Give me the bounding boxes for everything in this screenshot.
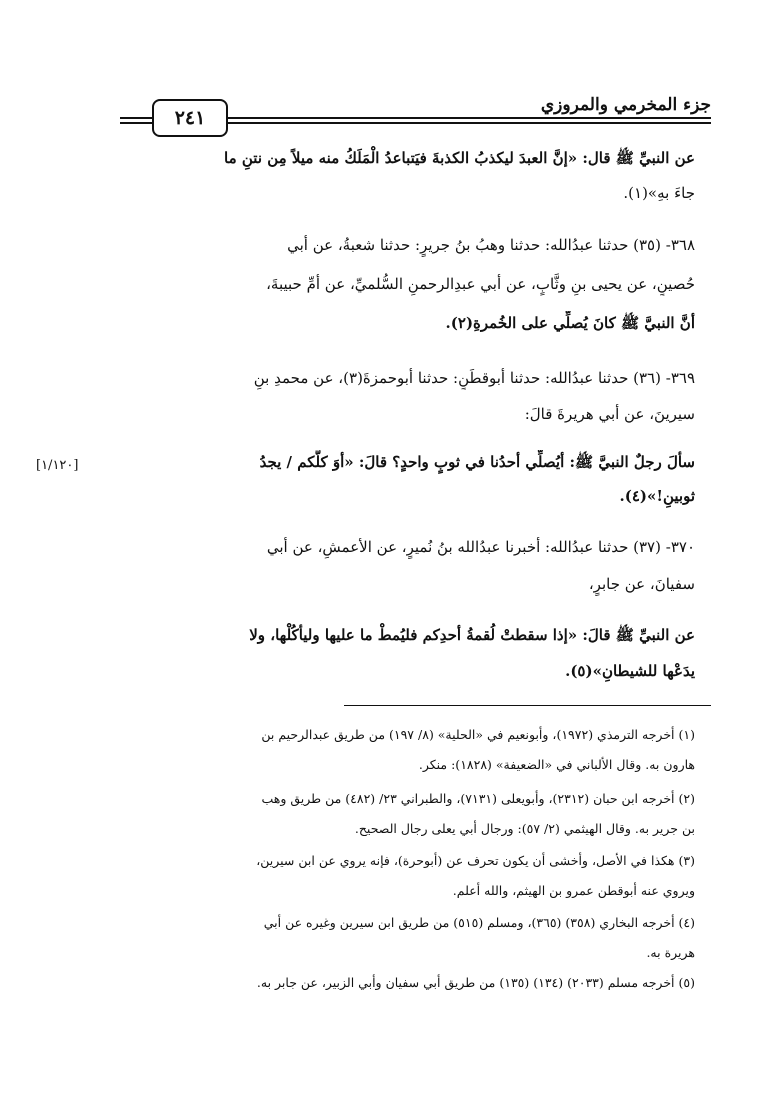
body-line: ٣٦٨- (٣٥) حدثنا عبدُالله: حدثنا وهبُ بنُ جريرٍ: حدثنا شعبةُ، عن أبي	[287, 236, 695, 254]
footnote-line: (٢) أخرجه ابن حبان (٢٣١٢)، وأبويعلى (٧١٣١)، والطبراني ٢٣/ (٤٨٢) من طريق وهب	[261, 791, 695, 806]
footnote-line: (٣) هكذا في الأصل، وأخشى أن يكون تحرف عن (أبوحرة)، فإنه يروي عن ابن سيرين،	[256, 853, 695, 868]
body-line: سألَ رجلٌ النبيَّ ﷺ: أيُصلِّي أحدُنا في ثوبٍ واحدٍ؟ قالَ: «أوَ كلُّكم / يجدُ	[259, 453, 695, 471]
body-line: جاءَ بهِ»(١).	[623, 184, 695, 202]
body-line: سفيانَ، عن جابرٍ،	[588, 575, 695, 593]
running-title: جزء المخرمي والمروزي	[531, 95, 711, 115]
footnote-line: بن جرير به. وقال الهيثمي (٢/ ٥٧): ورجال أبي يعلى رجال الصحيح.	[354, 821, 695, 836]
footnote-line: هريرة به.	[646, 945, 695, 960]
body-line: عن النبيِّ ﷺ قال: «إنَّ العبدَ ليكذبُ الكذبةَ فيَتباعدُ الْمَلَكُ منه ميلاً مِن نتنِ ما	[224, 149, 695, 167]
footnote-line: هارون به. وقال الألباني في «الضعيفة» (١٨٢٨): منكر.	[418, 757, 695, 772]
page-number	[152, 99, 228, 137]
footnote-line: (٥) أخرجه مسلم (٢٠٣٣) (١٣٤) (١٣٥) من طريق أبي سفيان وأبي الزبير، عن جابر به.	[256, 975, 695, 990]
footnote-line: (١) أخرجه الترمذي (١٩٧٢)، وأبونعيم في «الحلية» (٨/ ١٩٧) من طريق عبدالرحيم بن	[261, 727, 695, 742]
margin-reference: [١/١٢٠]	[36, 458, 79, 473]
body-line: حُصينٍ، عن يحيى بنِ وثَّابٍ، عن أبي عبدِالرحمنِ السُّلميِّ، عن أمِّ حبيبةَ،	[266, 275, 695, 293]
body-line: ٣٦٩- (٣٦) حدثنا عبدُالله: حدثنا أبوقطَنٍ: حدثنا أبوحمزةَ(٣)، عن محمدِ بنِ	[253, 369, 695, 387]
body-line: عن النبيِّ ﷺ قالَ: «إذا سقطتْ لُقمةُ أحدِكم فليُمطْ ما عليها وليأكُلْها، ولا	[249, 626, 695, 644]
footnote-line: (٤) أخرجه البخاري (٣٥٨) (٣٦٥)، ومسلم (٥١٥) من طريق ابن سيرين وغيره عن أبي	[263, 915, 695, 930]
body-line: سيرينَ، عن أبي هريرةَ قالَ:	[524, 405, 695, 423]
body-line: يدَعْها للشيطانِ»(٥).	[565, 662, 695, 680]
footnote-separator	[344, 705, 711, 706]
page-number-text: ٢٤١	[174, 107, 206, 129]
footnote-line: ويروي عنه أبوقطن عمرو بن الهيثم، والله أعلم.	[452, 883, 695, 898]
body-line: أنَّ النبيَّ ﷺ كانَ يُصلِّي على الخُمرةِ(٢).	[445, 314, 695, 332]
body-line: ٣٧٠- (٣٧) حدثنا عبدُالله: أخبرنا عبدُالله بنُ نُميرٍ، عن الأعمشِ، عن أبي	[266, 538, 695, 556]
body-line: ثوبينِ!»(٤).	[619, 487, 695, 505]
